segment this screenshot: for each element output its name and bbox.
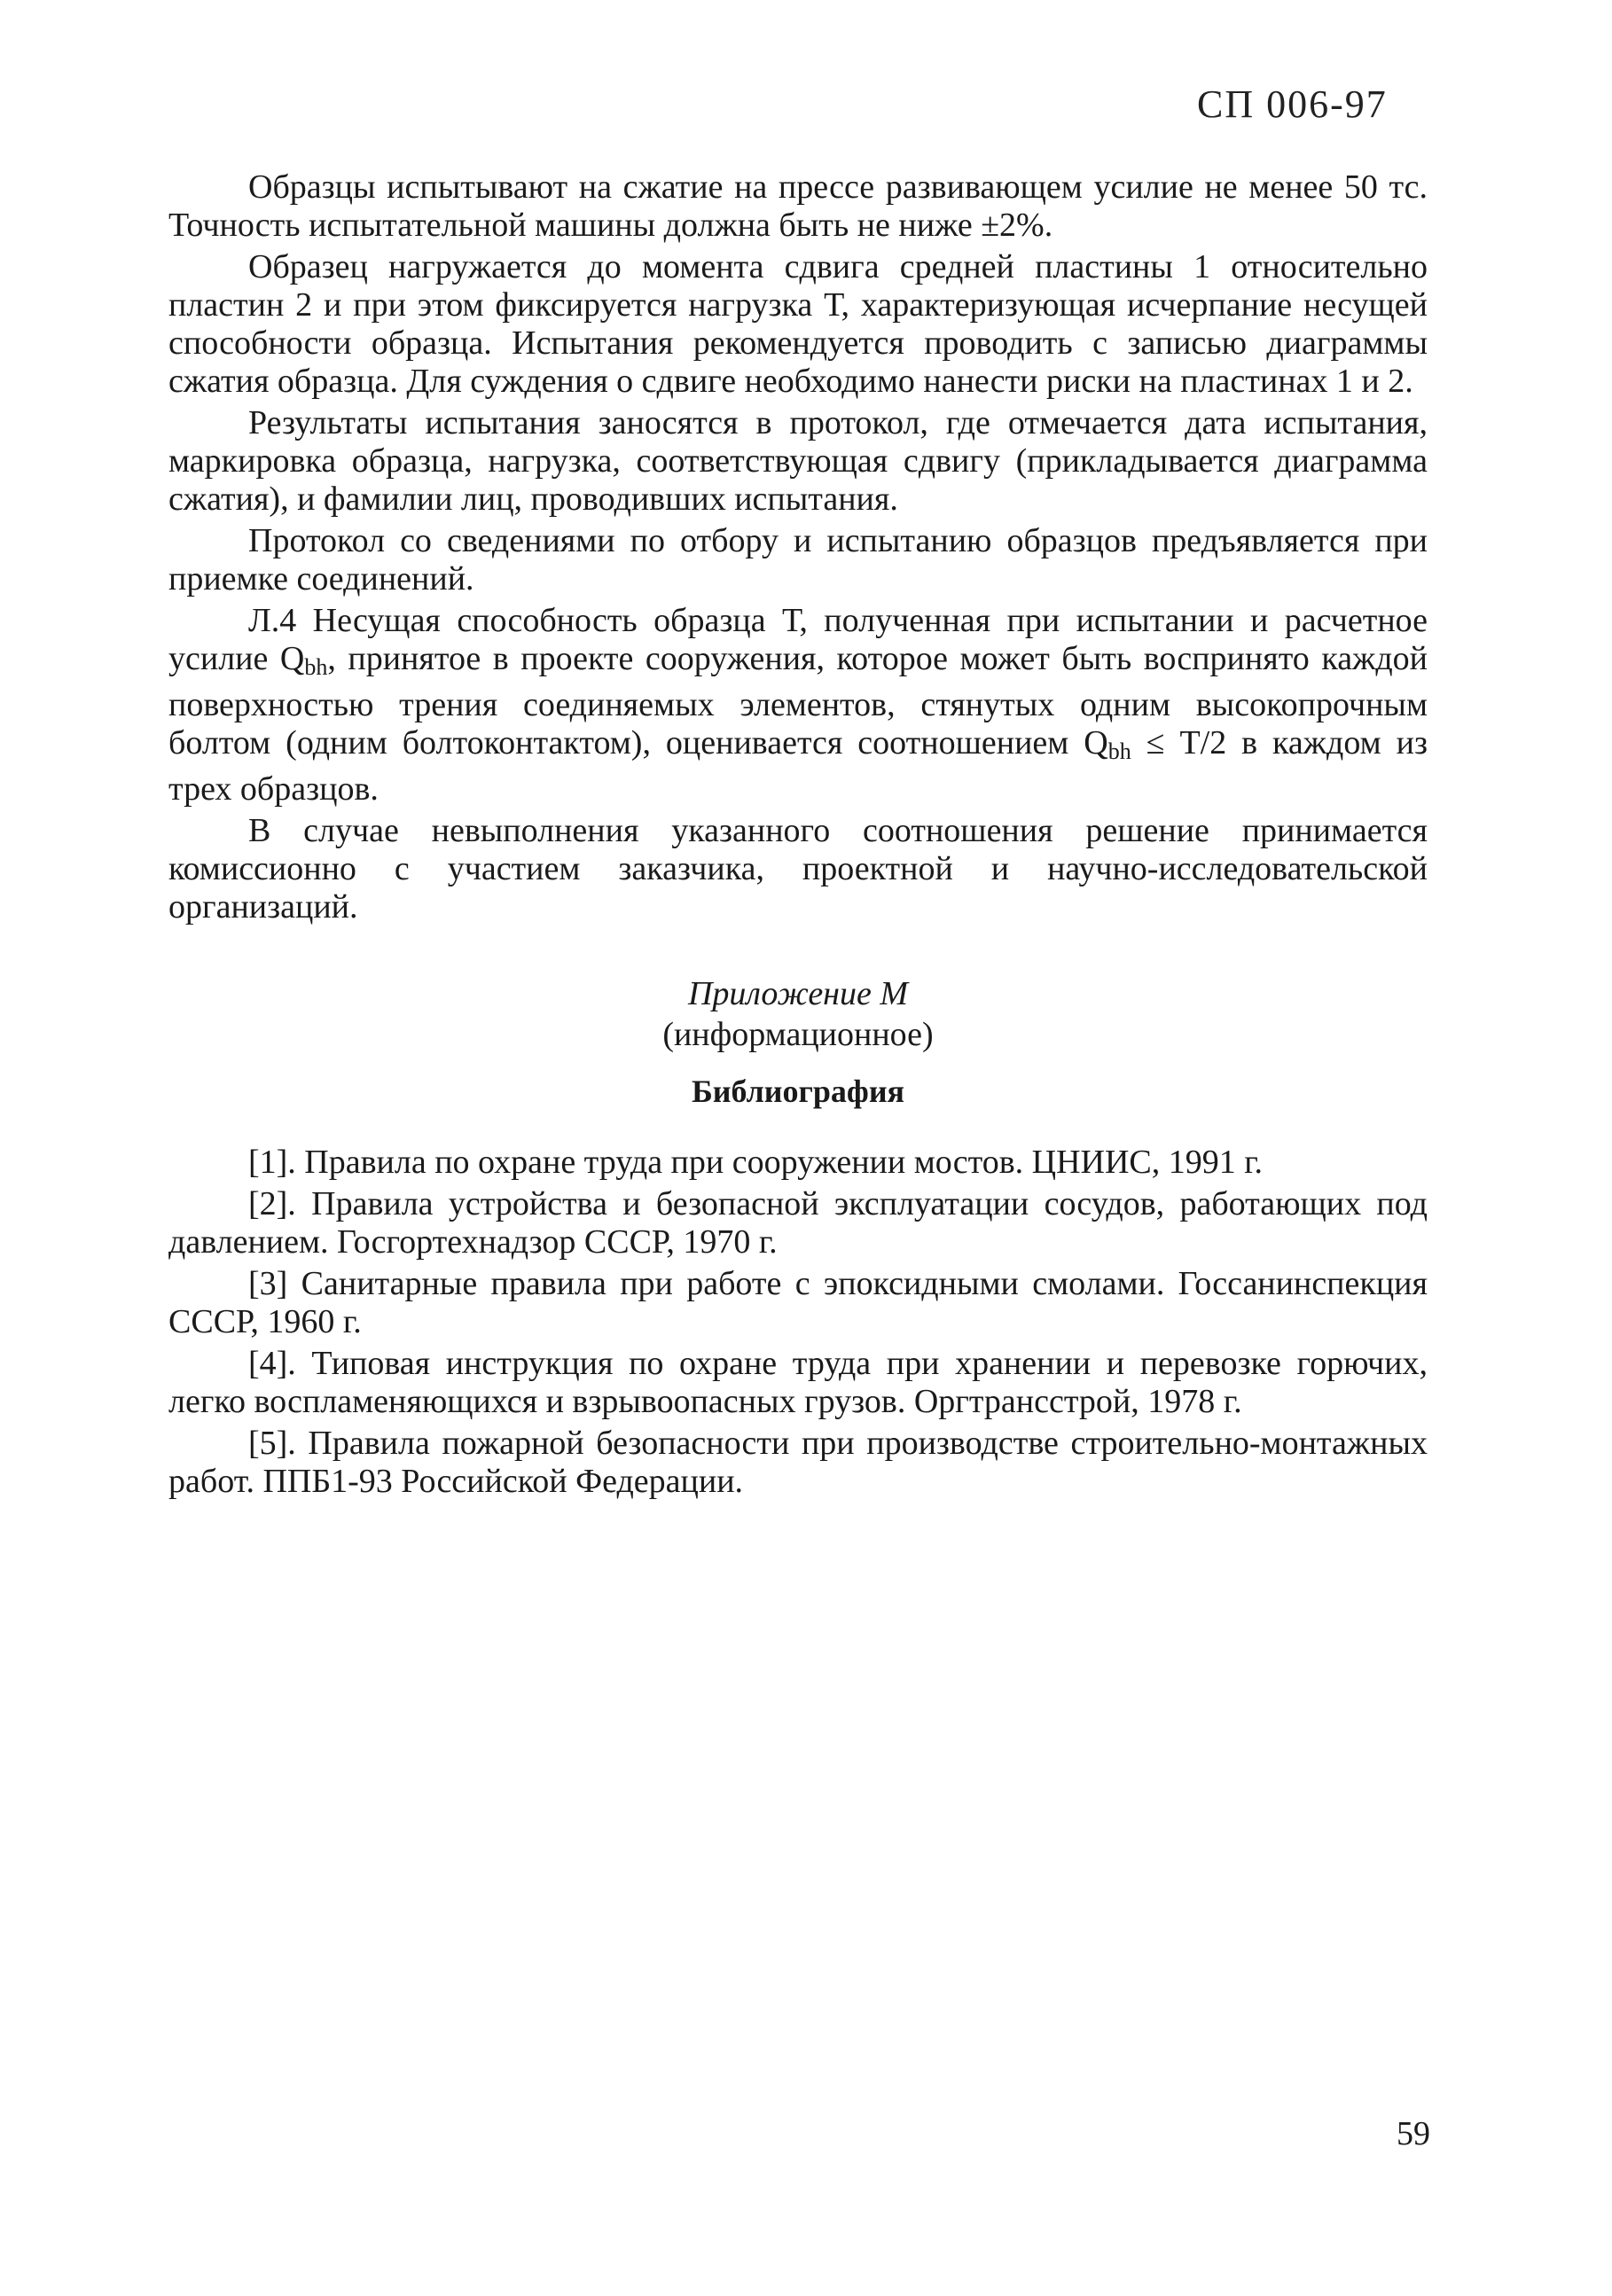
l4-text-middle: , принятое в проекте сооружения, которое может быть воспринято каждой поверхностью трения соединяемых элементов, стянутых одним высокопрочным болтом (одним болтоконтактом), оценивается соотношением Q: [168, 640, 1428, 761]
bibliography-item: [5]. Правила пожарной безопасности при производстве строительно-монтажных работ. ППБ1-93 Российской Федерации.: [168, 1425, 1428, 1500]
subscript: bh: [1107, 738, 1131, 764]
l4-text-before: Л.4 Несущая способность образца Т, полученная при испытании и расчетное усилие Q: [168, 602, 1428, 677]
document-code: СП 006-97: [1197, 82, 1388, 126]
appendix-subtitle: (информационное): [662, 1016, 934, 1053]
bibliography-item: [1]. Правила по охране труда при сооружении мостов. ЦНИИС, 1991 г.: [248, 1144, 1264, 1181]
bibliography-item: [4]. Типовая инструкция по охране труда при хранении и перевозке горючих, легко воспламеняющихся и взрывоопасных грузов. Оргтрансстрой, 1978 г.: [168, 1345, 1428, 1420]
bibliography-item: [2]. Правила устройства и безопасной эксплуатации сосудов, работающих под давлением. Госгортехнадзор СССР, 1970 г.: [168, 1185, 1428, 1261]
paragraph: В случае невыполнения указанного соотношения решение принимается комиссионно с участием заказчика, проектной и научно-исследовательской организаций.: [168, 812, 1428, 925]
paragraph: Образец нагружается до момента сдвига средней пластины 1 относительно пластин 2 и при этом фиксируется нагрузка Т, характеризующая исчерпание несущей способности образца. Испытания рекомендуется проводить с записью диаграммы сжатия образца. Для суждения о сдвиге необходимо нанести риски на пластинах 1 и 2.: [168, 248, 1428, 400]
paragraph-l4: [168, 602, 1428, 808]
page-number: 59: [1397, 2115, 1430, 2152]
appendix-heading: [168, 973, 1428, 1055]
subscript: bh: [304, 654, 328, 680]
paragraph: Протокол со сведениями по отбору и испытанию образцов предъявляется при приемке соединений.: [168, 522, 1428, 597]
body-text: [168, 168, 1428, 930]
appendix-title: Приложение М: [687, 975, 909, 1012]
l4-text-after: ≤ Т/2 в каждом из трех образцов.: [168, 724, 1428, 808]
bibliography-item: [3] Санитарные правила при работе с эпоксидными смолами. Госсанинспекция СССР, 1960 г.: [168, 1265, 1428, 1340]
paragraph: Результаты испытания заносятся в протокол, где отмечается дата испытания, маркировка образца, нагрузка, соответствующая сдвигу (прикладывается диаграмма сжатия), и фамилии лиц, проводивших испытания.: [168, 404, 1428, 518]
bibliography-list: [168, 1144, 1428, 1504]
bibliography-heading: Библиография: [691, 1074, 905, 1109]
paragraph: Образцы испытывают на сжатие на прессе развивающем усилие не менее 50 тс. Точность испытательной машины должна быть не ниже ±2%.: [168, 168, 1428, 244]
